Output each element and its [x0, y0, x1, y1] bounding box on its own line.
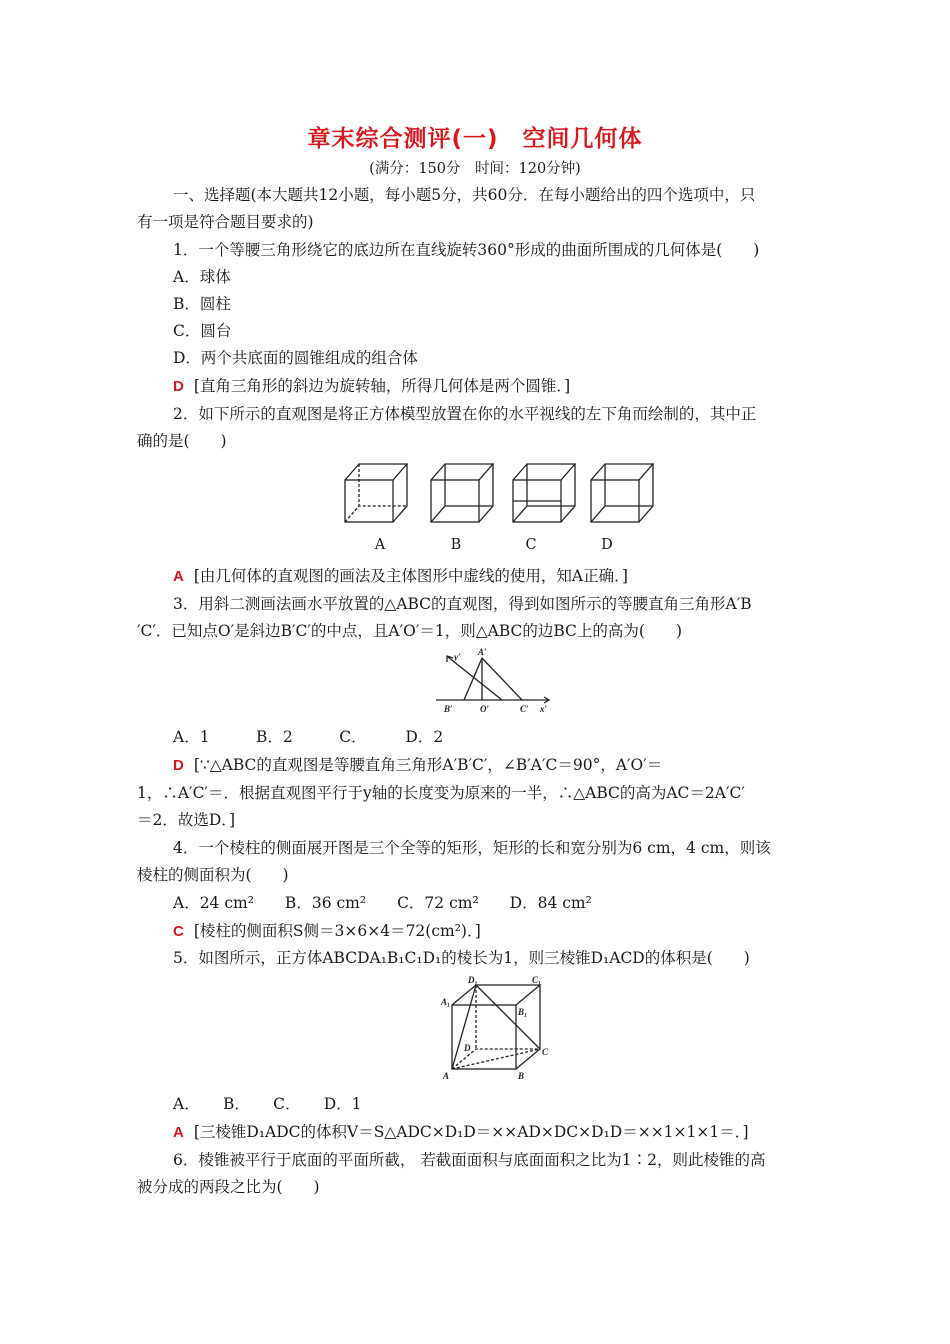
section-intro-line-2: 有一项是符合题目要求的) — [137, 213, 314, 231]
q3-explanation-1: [∵△ABC的直观图是等腰直角三角形A′B′C′，∠B′A′C＝90°，A′O′＝ — [193, 756, 663, 774]
label-b: B — [518, 1071, 525, 1081]
label-c: C — [542, 1047, 549, 1057]
label-a: A — [443, 1071, 450, 1081]
label-y-axis: y′ — [454, 652, 461, 662]
page-subtitle: (满分：150分 时间：120分钟) — [369, 161, 581, 177]
label-a1: A₁ — [441, 997, 451, 1007]
section-intro-line-1: 一、选择题(本大题共12小题，每小题5分，共60分．在每小题给出的四个选项中，只 — [173, 186, 756, 204]
cube-figure-c — [513, 464, 575, 522]
q5-options: A． B． C． D．1 — [173, 1095, 362, 1113]
cube-figure-d — [591, 464, 653, 522]
cube-right-edges — [516, 985, 540, 1069]
q5-cube-pyramid-figure — [438, 975, 553, 1085]
q2-answer: A — [173, 568, 184, 585]
label-a: A′ — [478, 648, 487, 657]
q6-stem-line-2: 被分成的两段之比为( ) — [137, 1178, 320, 1196]
q4-answer: C — [173, 923, 184, 940]
q5-answer: A — [173, 1124, 184, 1141]
pyramid-edge-d1-c — [476, 985, 540, 1049]
q2-stem-line-1: 2．如下所示的直观图是将正方体模型放置在你的水平视线的左下角而绘制的，其中正 — [173, 405, 757, 423]
q2-explanation: [由几何体的直观图的画法及主体图形中虚线的使用，知A正确．] — [193, 567, 628, 585]
cube-label-b: B — [450, 537, 462, 553]
cube-label-d: D — [601, 537, 613, 553]
q4-explanation: [棱柱的侧面积S侧＝3×6×4＝72(cm²)．] — [193, 922, 481, 940]
cube-label-c: C — [525, 537, 537, 553]
cube-figure-b — [431, 464, 493, 522]
label-o: O′ — [480, 704, 490, 714]
q1-answer-line — [173, 376, 570, 397]
q1-explanation: [直角三角形的斜边为旋转轴，所得几何体是两个圆锥．] — [193, 377, 571, 395]
cube-top-face — [452, 985, 540, 1005]
pyramid-edge-d1-a — [452, 985, 476, 1069]
cube-label-a: A — [374, 537, 386, 553]
q1-option-c: C．圆台 — [173, 322, 232, 340]
q3-stem-line-1: 3．用斜二测画法画水平放置的△ABC的直观图，得到如图所示的等腰直角三角形A′B — [173, 595, 752, 613]
q4-options: A．24 cm² B．36 cm² C．72 cm² D．84 cm² — [173, 894, 592, 912]
q1-answer: D — [173, 378, 184, 395]
side-a-c — [482, 658, 522, 700]
page-title: 章末综合测评(一) 空间几何体 — [307, 126, 643, 152]
q1-stem: 1．一个等腰三角形绕它的底边所在直线旋转360°形成的曲面所围成的几何体是( ) — [173, 241, 760, 259]
q4-answer-line — [173, 921, 481, 942]
q6-stem-line-1: 6．棱锥被平行于底面的平面所截， 若截面面积与底面面积之比为1∶2，则此棱锥的高 — [173, 1151, 766, 1169]
label-c1: C₁ — [532, 975, 542, 985]
q3-oblique-triangle-figure — [430, 648, 560, 720]
q3-answer: D — [173, 757, 184, 774]
q4-stem-line-1: 4．一个棱柱的侧面展开图是三个全等的矩形，矩形的长和宽分别为6 cm，4 cm，则该 — [173, 839, 771, 857]
label-x-axis: x′ — [540, 704, 548, 714]
label-b: B′ — [444, 704, 453, 714]
q5-stem: 5．如图所示，正方体ABCDA₁B₁C₁D₁的棱长为1，则三棱锥D₁ACD的体积是( ) — [173, 949, 750, 967]
label-d: D — [464, 1043, 471, 1053]
y-axis-line — [448, 657, 502, 700]
q3-explanation-line-3: ＝2．故选D．] — [137, 811, 236, 829]
q3-explanation-line-2: 1，∴A′C′＝．根据直观图平行于y轴的长度变为原来的一半，∴△ABC的高为AC＝2A′C′ — [137, 784, 745, 802]
q1-option-b: B．圆柱 — [173, 295, 231, 313]
q1-option-a: A．球体 — [173, 268, 231, 286]
label-c: C′ — [520, 704, 529, 714]
q3-answer-line — [173, 755, 662, 776]
q2-stem-line-2: 确的是( ) — [137, 432, 227, 450]
q2-answer-line — [173, 566, 628, 587]
label-b1: B₁ — [518, 1007, 528, 1017]
q5-answer-line — [173, 1122, 749, 1143]
q5-explanation: [三棱锥D₁ADC的体积V＝S△ADC×D₁D＝××AD×DC×D₁D＝××1×1×1＝．] — [193, 1123, 749, 1141]
q4-stem-line-2: 棱柱的侧面积为( ) — [137, 866, 289, 884]
q1-option-d: D．两个共底面的圆锥组成的组合体 — [173, 349, 418, 367]
q3-options: A．1 B．2 C． D．2 — [173, 728, 444, 746]
q3-stem-line-2: ′C′．已知点O′是斜边B′C′的中点，且A′O′＝1，则△ABC的边BC上的高为( ) — [137, 622, 682, 640]
label-d1: D₁ — [468, 975, 478, 985]
q2-cube-figures — [335, 455, 665, 535]
side-a-b — [464, 658, 482, 700]
cube-figure-a — [345, 464, 407, 522]
